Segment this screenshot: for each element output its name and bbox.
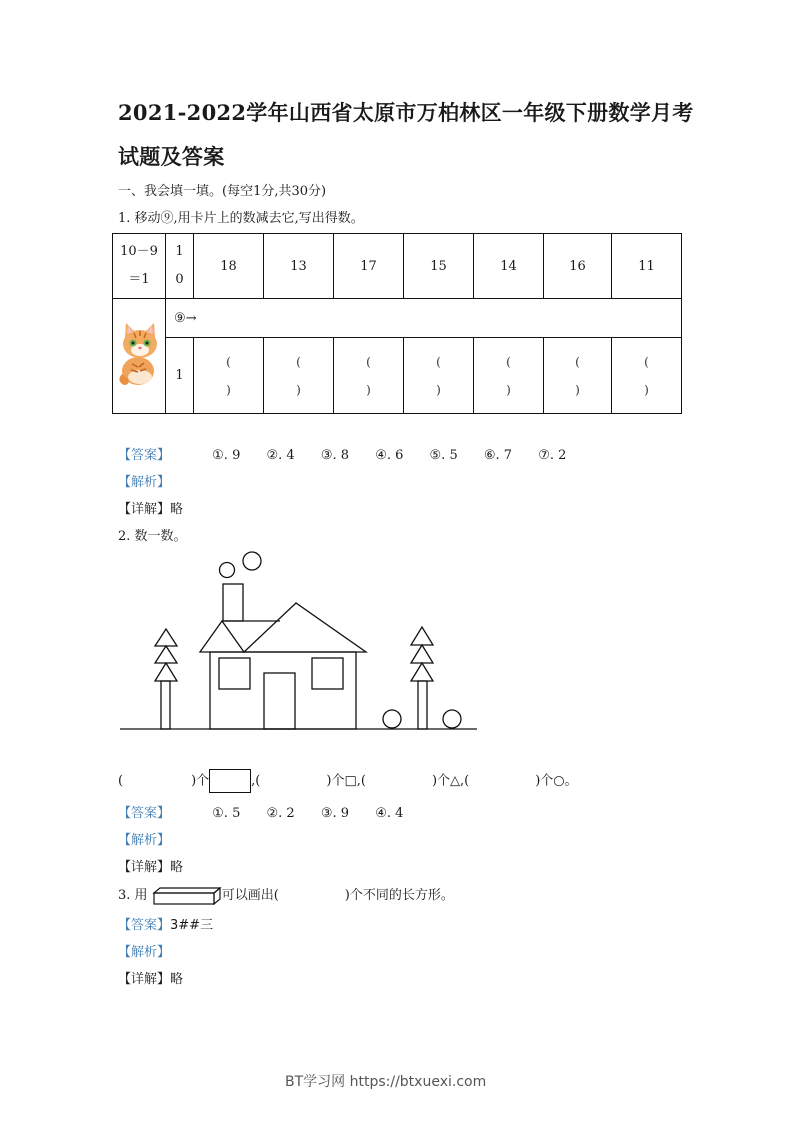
card-number: 11 <box>612 234 682 299</box>
detail-row <box>118 498 183 517</box>
circle-suffix: )个○。 <box>535 773 578 789</box>
mover-card: ⑨→ <box>174 310 197 326</box>
example-cell <box>113 234 166 299</box>
q2-prompt: 2. 数一数。 <box>118 529 187 544</box>
kitten-cell <box>113 299 166 414</box>
square-suffix: )个□,( <box>326 773 366 789</box>
q2-answer-row <box>118 802 425 821</box>
answer-item: ⑤. 5 <box>429 448 458 463</box>
result-blank[interactable]: ( ) <box>612 338 682 414</box>
q3-answer-row <box>118 914 213 933</box>
house-drawing <box>118 548 480 734</box>
result-blank[interactable]: ( ) <box>334 338 404 414</box>
answer-item: ③. 9 <box>320 806 350 821</box>
answer-item: ⑥. 7 <box>483 448 513 463</box>
card-number: 15 <box>404 234 474 299</box>
answer-item: ①. 5 <box>212 806 241 821</box>
card-number: 17 <box>334 234 404 299</box>
q1-answer-row <box>118 444 588 463</box>
detail-text: 略 <box>170 502 184 517</box>
answer-item: ⑦. 2 <box>538 448 567 463</box>
doc-title-line1: 2021-2022学年山西省太原市万柏林区一年级下册数学月考 <box>118 100 694 125</box>
triangle-suffix: )个△,( <box>431 773 470 789</box>
detail-row <box>118 856 183 875</box>
analysis-label: 【解析】 <box>118 475 171 490</box>
q1-prompt: 1. 移动⑨,用卡片上的数减去它,写出得数。 <box>118 211 364 226</box>
analysis-label: 【解析】 <box>118 833 171 848</box>
answer-label: 【答案】 <box>118 448 171 463</box>
doc-title-line2: 试题及答案 <box>118 144 225 169</box>
answer-item: ③. 8 <box>320 448 350 463</box>
detail-label: 【详解】 <box>118 502 171 517</box>
separator: ,( <box>251 773 261 789</box>
detail-label: 【详解】 <box>118 860 171 875</box>
card-number: 18 <box>194 234 264 299</box>
answer-item: ①. 9 <box>212 448 241 463</box>
mover-cell <box>166 299 682 338</box>
answer-item: ②. 4 <box>266 448 295 463</box>
blank-close: )个 <box>191 773 210 789</box>
result-10: 1 <box>166 338 194 414</box>
card-10 <box>166 234 194 299</box>
answer-text: 3##三 <box>170 918 214 933</box>
cuboid-block-icon <box>152 887 222 905</box>
detail-label: 【详解】 <box>118 972 171 987</box>
card-number: 16 <box>544 234 612 299</box>
footer-watermark[interactable]: BT学习网 https://btxuexi.com <box>285 1074 487 1090</box>
detail-row <box>118 968 183 987</box>
example-line2: ＝1 <box>128 272 150 287</box>
q3-prompt <box>118 884 454 905</box>
card-number: 14 <box>474 234 544 299</box>
q2-fill-line <box>118 769 578 793</box>
q3-end: )个不同的长方形。 <box>344 888 454 903</box>
kitten-image <box>114 319 164 389</box>
answer-label: 【答案】 <box>118 918 171 933</box>
q3-suffix: 可以画出( <box>221 888 279 903</box>
detail-text: 略 <box>170 860 184 875</box>
answer-item: ②. 2 <box>266 806 295 821</box>
result-blank[interactable]: ( ) <box>264 338 334 414</box>
detail-text: 略 <box>170 972 184 987</box>
card-10-bottom: 0 <box>175 272 184 287</box>
analysis-label: 【解析】 <box>118 945 171 960</box>
example-line1: 10－9 <box>120 244 158 259</box>
q1-table <box>112 233 682 414</box>
blank-open: ( <box>118 773 124 789</box>
rectangle-shape-icon <box>209 769 251 793</box>
answer-item: ④. 4 <box>375 806 404 821</box>
answer-item: ④. 6 <box>375 448 404 463</box>
result-blank[interactable]: ( ) <box>194 338 264 414</box>
answer-label: 【答案】 <box>118 806 171 821</box>
result-blank[interactable]: ( ) <box>474 338 544 414</box>
card-10-top: 1 <box>175 244 184 259</box>
result-blank[interactable]: ( ) <box>404 338 474 414</box>
q3-prefix: 3. 用 <box>118 888 148 903</box>
section-heading: 一、我会填一填。(每空1分,共30分) <box>118 184 327 199</box>
card-number: 13 <box>264 234 334 299</box>
result-blank[interactable]: ( ) <box>544 338 612 414</box>
